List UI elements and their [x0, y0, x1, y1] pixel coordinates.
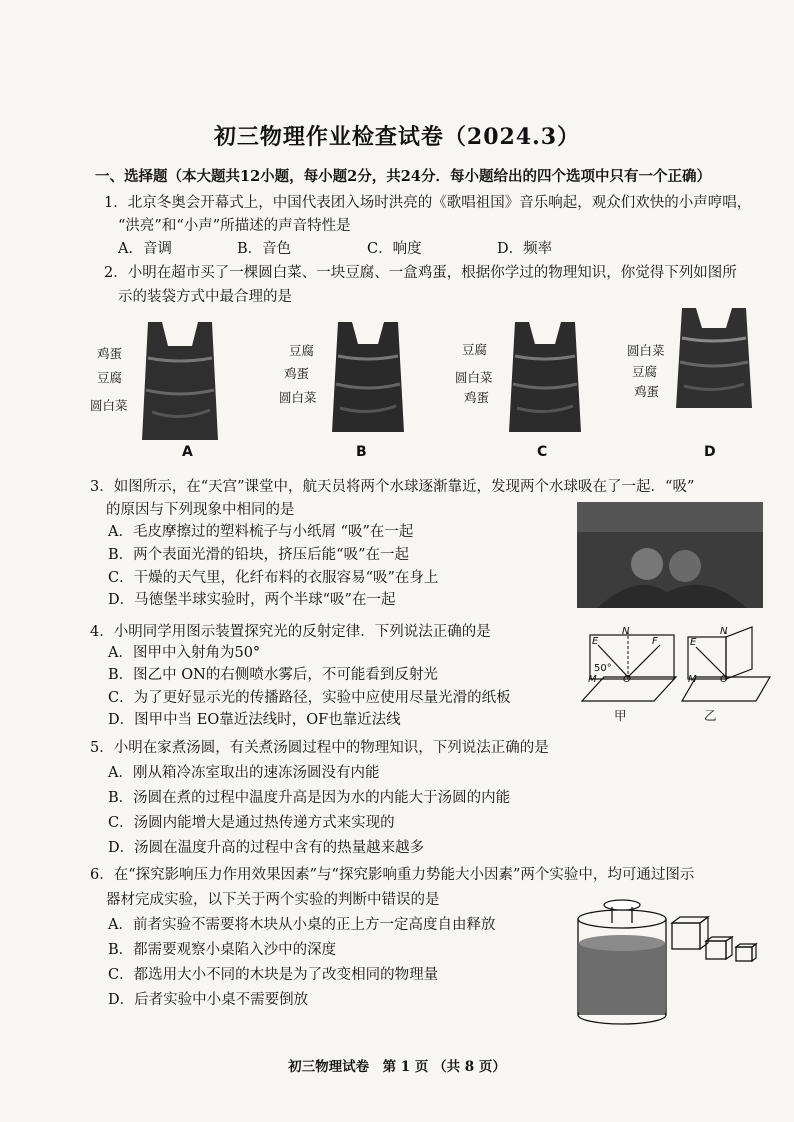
q6-option-c: C．都选用大小不同的木块是为了改变相同的物理量	[108, 967, 439, 983]
q6-stem-line2: 器材完成实验，以下关于两个实验的判断中错误的是	[106, 892, 440, 908]
q1-stem-line1: 1．北京冬奥会开幕式上，中国代表团入场时洪亮的《歌唱祖国》音乐响起，观众们欢快的小声哼唱，	[104, 195, 752, 211]
bag-b-image	[330, 312, 406, 436]
fig-jia-m: M	[588, 674, 597, 685]
bag-c-image	[507, 312, 583, 436]
bag-d-label-1: 圆白菜	[627, 343, 665, 358]
q2-stem-line2: 示的装袋方式中最合理的是	[118, 289, 292, 305]
bag-b-label-3: 圆白菜	[279, 390, 317, 405]
q3-option-b: B．两个表面光滑的铅块，挤压后能“吸”在一起	[108, 547, 409, 563]
q1-stem-line2: “洪亮”和“小声”所描述的声音特性是	[118, 218, 351, 234]
q4-option-b: B．图乙中 ON的右侧喷水雾后，不可能看到反射光	[108, 667, 438, 683]
bag-b-label-1: 豆腐	[289, 343, 315, 358]
fig-jia-angle: 50°	[594, 663, 612, 674]
q4-stem: 4．小明同学用图示装置探究光的反射定律．下列说法正确的是	[90, 624, 491, 640]
q3-stem-line1: 3．如图所示，在“天宫”课堂中，航天员将两个水球逐渐靠近，发现两个水球吸在了一起．“吸”	[90, 479, 695, 495]
space-station-photo	[577, 502, 763, 608]
q3-option-d: D．马德堡半球实验时，两个半球“吸”在一起	[108, 592, 396, 608]
q5-option-d: D．汤圆在温度升高的过程中含有的热量越来越多	[108, 840, 425, 856]
q3-option-c: C．干燥的天气里，化纤布料的衣服容易“吸”在身上	[108, 570, 439, 586]
sand-table-apparatus	[570, 895, 770, 1027]
bag-a-label-2: 豆腐	[97, 370, 123, 385]
section-heading: 一、选择题（本大题共12小题，每小题2分，共24分．每小题给出的四个选项中只有一个正确）	[95, 168, 711, 185]
bag-a-image	[140, 312, 220, 444]
q1-option-a: A．音调	[118, 241, 172, 257]
q5-stem: 5．小明在家煮汤圆，有关煮汤圆过程中的物理知识，下列说法正确的是	[90, 740, 549, 756]
fig-jia-caption: 甲	[614, 708, 627, 723]
bag-a-label-3: 圆白菜	[90, 398, 128, 413]
bag-d-caption: D	[704, 444, 716, 460]
bag-c-label-3: 鸡蛋	[464, 390, 490, 405]
fig-yi-n: N	[720, 626, 728, 637]
q5-option-a: A．刚从箱冷冻室取出的速冻汤圆没有内能	[108, 765, 380, 781]
fig-yi-o: O	[720, 674, 728, 685]
bag-c-label-2: 圆白菜	[455, 370, 493, 385]
q2-stem-line1: 2．小明在超市买了一棵圆白菜、一块豆腐、一盒鸡蛋，根据你学过的物理知识，你觉得下列如图所	[104, 265, 737, 281]
fig-jia-f: F	[652, 636, 658, 647]
fig-yi-m: M	[688, 674, 697, 685]
bag-c-caption: C	[537, 444, 548, 460]
q4-option-a: A．图甲中入射角为50°	[108, 645, 261, 661]
q1-option-c: C．响度	[367, 241, 422, 257]
bag-b-caption: B	[356, 444, 367, 460]
bag-d-label-3: 鸡蛋	[634, 384, 660, 399]
bag-d-image	[674, 300, 754, 412]
q6-option-d: D．后者实验中小桌不需要倒放	[108, 992, 309, 1008]
q5-option-b: B．汤圆在煮的过程中温度升高是因为水的内能大于汤圆的内能	[108, 790, 511, 806]
q5-option-c: C．汤圆内能增大是通过热传递方式来实现的	[108, 815, 395, 831]
fig-yi-e: E	[690, 637, 697, 648]
q4-option-d: D．图甲中当 EO靠近法线时，OF也靠近法线	[108, 712, 401, 728]
q3-option-a: A．毛皮摩擦过的塑料梳子与小纸屑 “吸”在一起	[108, 524, 414, 540]
q1-option-d: D．频率	[497, 241, 553, 257]
q1-option-b: B．音色	[237, 241, 292, 257]
fig-jia-n: N	[622, 626, 630, 637]
bag-a-label-1: 鸡蛋	[97, 346, 123, 361]
q4-option-c: C．为了更好显示光的传播路径，实验中应使用尽量光滑的纸板	[108, 690, 511, 706]
page-footer: 初三物理试卷 第 1 页 （共 8 页）	[288, 1059, 506, 1075]
bag-d-label-2: 豆腐	[632, 364, 658, 379]
bag-b-label-2: 鸡蛋	[284, 366, 310, 381]
page-title: 初三物理作业检查试卷（2024.3）	[213, 124, 581, 150]
q6-option-a: A．前者实验不需要将木块从小桌的正上方一定高度自由释放	[108, 917, 496, 933]
q3-stem-line2: 的原因与下列现象中相同的是	[106, 502, 295, 518]
q6-stem-line1: 6．在“探究影响压力作用效果因素”与“探究影响重力势能大小因素”两个实验中，均可通过图示	[90, 867, 695, 883]
fig-jia-o: O	[623, 674, 631, 685]
q6-option-b: B．都需要观察小桌陷入沙中的深度	[108, 942, 337, 958]
bag-c-label-1: 豆腐	[462, 342, 488, 357]
fig-yi-caption: 乙	[704, 708, 717, 723]
fig-jia-e: E	[592, 636, 599, 647]
bag-a-caption: A	[182, 444, 193, 460]
